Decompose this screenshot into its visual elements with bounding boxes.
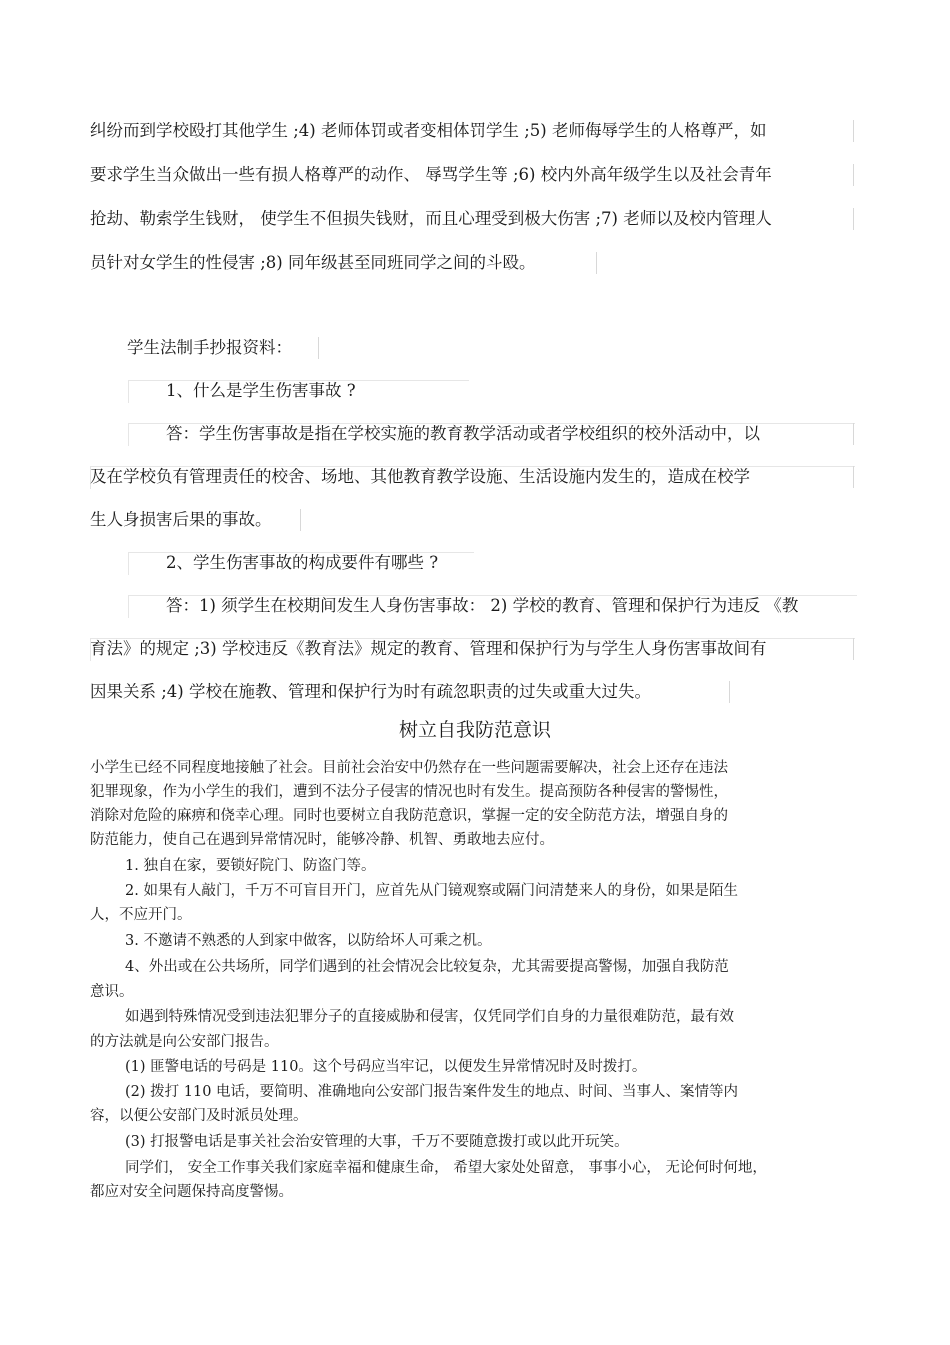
paragraph-line: 的方法就是向公安部门报告。 [90,1034,279,1050]
article-title: 树立自我防范意识 [398,719,551,741]
paragraph-line: 要求学生当众做出一些有损人格尊严的动作、 辱骂学生等 ;6) 校内外高年级学生以及社会青年 [90,165,772,184]
list-item: 1. 独自在家，要锁好院门、防盗门等。 [125,858,376,874]
paragraph-line: 纠纷而到学校殴打其他学生 ;4) 老师体罚或者变相体罚学生 ;5) 老师侮辱学生的人格尊严，如 [90,121,767,140]
margin-mark [853,638,854,660]
paragraph-line: 犯罪现象，作为小学生的我们，遭到不法分子侵害的情况也时有发生。提高预防各种侵害的警惕性， [90,784,728,800]
answer-1-line: 生人身损害后果的事故。 [90,510,272,529]
paragraph-line: 都应对安全问题保持高度警惕。 [90,1184,293,1200]
paragraph-line: 员针对女学生的性侵害 ;8) 同年级甚至同班同学之间的斗殴。 [90,253,536,272]
margin-mark [318,337,319,359]
list-item: 4、外出或在公共场所，同学们遇到的社会情况会比较复杂，尤其需要提高警惕，加强自我防范 [125,959,729,975]
answer-2-line: 育法》的规定 ;3) 学校违反《教育法》规定的教育、管理和保护行为与学生人身伤害事故间有 [90,639,767,658]
list-item-continued: 人，不应开门。 [90,907,192,923]
list-item: (3) 打报警电话是事关社会治安管理的大事，千万不要随意拨打或以此开玩笑。 [125,1134,629,1150]
paragraph-line: 如遇到特殊情况受到违法犯罪分子的直接威胁和侵害，仅凭同学们自身的力量很难防范，最有效 [125,1009,734,1025]
margin-mark [853,164,854,186]
answer-2-line: 答：1) 须学生在校期间发生人身伤害事故： 2) 学校的教育、管理和保护行为违反 《教 [166,596,799,615]
answer-1-line: 及在学校负有管理责任的校舍、场地、其他教育教学设施、生活设施内发生的，造成在校学 [90,467,750,486]
list-item-continued: 意识。 [90,984,134,1000]
margin-mark [596,252,597,274]
section-heading: 学生法制手抄报资料： [127,338,292,357]
list-item: (2) 拨打 110 电话，要简明、准确地向公安部门报告案件发生的地点、时间、当事人、案情等内 [125,1084,739,1100]
margin-mark [853,423,854,445]
answer-2-line: 因果关系 ;4) 学校在施教、管理和保护行为时有疏忽职责的过失或重大过失。 [90,682,651,701]
answer-1-line: 答：学生伤害事故是指在学校实施的教育教学活动或者学校组织的校外活动中，以 [166,424,760,443]
margin-mark [853,466,854,488]
paragraph-line: 抢劫、勒索学生钱财， 使学生不但损失钱财，而且心理受到极大伤害 ;7) 老师以及校内管理人 [90,209,772,228]
list-item: (1) 匪警电话的号码是 110。这个号码应当牢记，以便发生异常情况时及时拨打。 [125,1059,647,1075]
paragraph-line: 消除对危险的麻痹和侥幸心理。同时也要树立自我防范意识，掌握一定的安全防范方法，增强自身的 [90,808,728,824]
paragraph-line: 防范能力，使自己在遇到异常情况时，能够冷静、机智、勇敢地去应付。 [90,832,554,848]
list-item: 2. 如果有人敲门，千万不可盲目开门，应首先从门镜观察或隔门问清楚来人的身份，如果是陌生 [125,883,738,899]
margin-mark [853,120,854,142]
paragraph-line: 小学生已经不同程度地接触了社会。目前社会治安中仍然存在一些问题需要解决，社会上还存在违法 [90,760,728,776]
list-item: 3. 不邀请不熟悉的人到家中做客，以防给坏人可乘之机。 [125,933,492,949]
paragraph-line: 同学们， 安全工作事关我们家庭幸福和健康生命， 希望大家处处留意， 事事小心， 无论何时何地， [125,1160,767,1176]
question-2: 2、学生伤害事故的构成要件有哪些 ? [166,553,439,572]
margin-mark [729,681,730,703]
margin-mark [300,509,301,531]
list-item-continued: 容，以便公安部门及时派员处理。 [90,1108,308,1124]
margin-mark [853,208,854,230]
question-1: 1、什么是学生伤害事故 ? [166,381,356,400]
